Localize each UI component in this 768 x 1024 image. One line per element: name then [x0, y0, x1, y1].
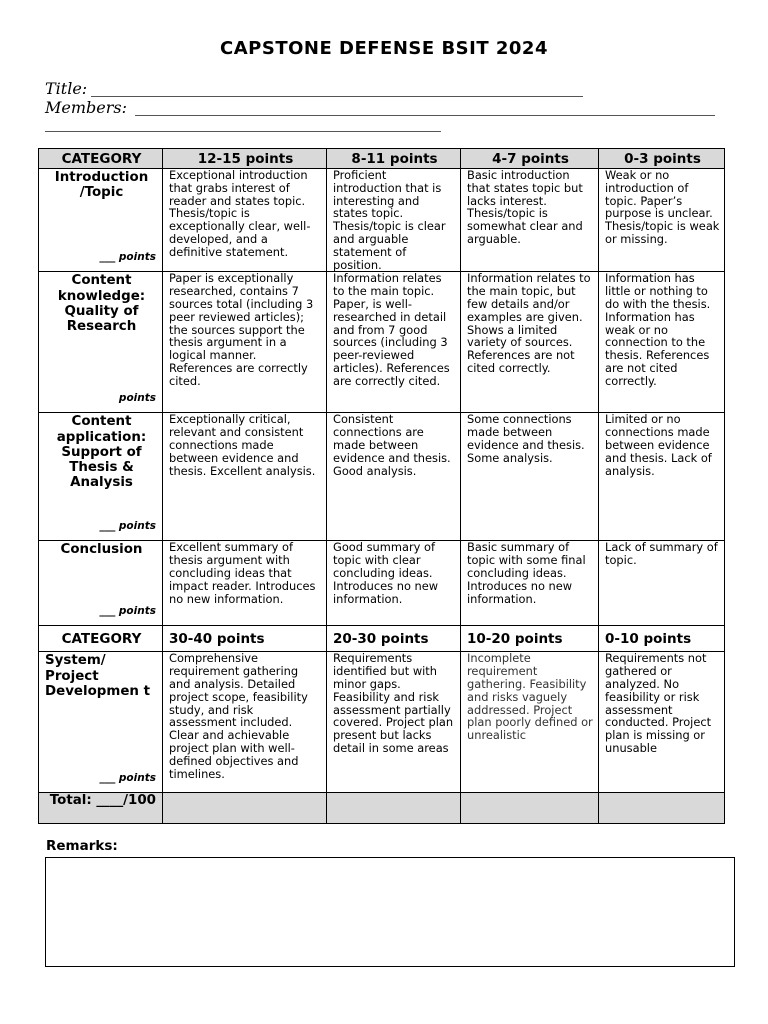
- category-label: Conclusion: [60, 542, 143, 558]
- column-header-0-3: 0-3 points: [599, 149, 725, 169]
- table-row: [39, 272, 725, 413]
- criteria-cell: Incomplete requirement gathering. Feasibility and risks vaguely addressed. Project plan poorly defined or unrealistic: [461, 652, 599, 793]
- criteria-cell: Information relates to the main topic, but few details and/or examples are given. Shows a limited variety of sources. References are not cited correctly.: [461, 272, 599, 413]
- points-blank[interactable]: points: [118, 392, 156, 405]
- criteria-cell: Basic summary of topic with some final concluding ideas. Introduces no new information.: [461, 541, 599, 626]
- document-title: CAPSTONE DEFENSE BSIT 2024: [220, 38, 548, 59]
- column-header-0-10: 0-10 points: [599, 626, 725, 652]
- criteria-cell: Proficient introduction that is interesting and states topic. Thesis/topic is clear and arguable statement of position.: [327, 169, 461, 272]
- column-header-12-15: 12-15 points: [163, 149, 327, 169]
- total-cell-empty: [461, 793, 599, 824]
- points-blank[interactable]: ___ points: [99, 772, 156, 785]
- title-field-label: Title:: [45, 79, 88, 98]
- category-cell: [39, 169, 163, 272]
- criteria-cell: Weak or no introduction of topic. Paper’s purpose is unclear. Thesis/topic is weak or missing.: [599, 169, 725, 272]
- category-label: Content application: Support of Thesis & Analysis: [56, 414, 147, 491]
- criteria-cell: Information relates to the main topic. Paper, is well-researched in detail and from 7 good sources (including 3 peer-reviewed articles). References are correctly cited.: [327, 272, 461, 413]
- title-blank-line[interactable]: [91, 96, 583, 97]
- column-header-category: CATEGORY: [39, 149, 163, 169]
- table-row: [39, 413, 725, 541]
- points-blank[interactable]: ___ points: [99, 605, 156, 618]
- category-cell: [39, 541, 163, 626]
- column-header-30-40: 30-40 points: [163, 626, 327, 652]
- total-label[interactable]: Total: ____/100: [39, 793, 163, 824]
- remarks-label: Remarks:: [46, 838, 118, 854]
- table-row: [39, 652, 725, 793]
- criteria-cell: Some connections made between evidence and thesis. Some analysis.: [461, 413, 599, 541]
- criteria-cell: Exceptionally critical, relevant and consistent connections made between evidence and thesis. Excellent analysis.: [163, 413, 327, 541]
- criteria-cell: Requirements identified but with minor gaps. Feasibility and risk assessment partially covered. Project plan present but lacks detail in some areas: [327, 652, 461, 793]
- members-blank-line-2[interactable]: [45, 131, 441, 132]
- total-cell-empty: [599, 793, 725, 824]
- rubric-table: [38, 148, 725, 824]
- criteria-cell: Basic introduction that states topic but lacks interest. Thesis/topic is somewhat clear and arguable.: [461, 169, 599, 272]
- criteria-cell: Paper is exceptionally researched, contains 7 sources total (including 3 peer reviewed articles); the sources support the thesis argument in a logical manner. References are correctly cited.: [163, 272, 327, 413]
- column-header-4-7: 4-7 points: [461, 149, 599, 169]
- category-cell: [39, 413, 163, 541]
- points-blank[interactable]: ___ points: [99, 251, 156, 264]
- criteria-cell: Limited or no connections made between evidence and thesis. Lack of analysis.: [599, 413, 725, 541]
- category-label: Content knowledge: Quality of Research: [57, 273, 146, 334]
- criteria-cell: Information has little or nothing to do with the thesis. Information has weak or no connection to the thesis. References are not cited correctly.: [599, 272, 725, 413]
- members-field-label: Members:: [45, 98, 127, 117]
- table-row: [39, 541, 725, 626]
- column-header-20-30: 20-30 points: [327, 626, 461, 652]
- criteria-cell: Good summary of topic with clear concluding ideas. Introduces no new information.: [327, 541, 461, 626]
- criteria-cell: Exceptional introduction that grabs interest of reader and states topic. Thesis/topic is exceptionally clear, well-developed, and a definitive statement.: [163, 169, 327, 272]
- criteria-cell: Requirements not gathered or analyzed. No feasibility or risk assessment conducted. Project plan is missing or unusable: [599, 652, 725, 793]
- column-header-10-20: 10-20 points: [461, 626, 599, 652]
- points-blank[interactable]: ___ points: [99, 520, 156, 533]
- category-cell: [39, 272, 163, 413]
- criteria-cell: Comprehensive requirement gathering and analysis. Detailed project scope, feasibility study, and risk assessment included. Clear and achievable project plan with well-defined objectives and timelines.: [163, 652, 327, 793]
- table-row: [39, 169, 725, 272]
- column-header-category: CATEGORY: [39, 626, 163, 652]
- category-label: System/ Project Developmen t: [45, 653, 151, 699]
- members-blank-line[interactable]: [135, 115, 715, 116]
- category-label: Introduction /Topic: [54, 170, 149, 201]
- column-header-8-11: 8-11 points: [327, 149, 461, 169]
- total-cell-empty: [163, 793, 327, 824]
- criteria-cell: Consistent connections are made between evidence and thesis. Good analysis.: [327, 413, 461, 541]
- total-cell-empty: [327, 793, 461, 824]
- remarks-box[interactable]: [45, 857, 735, 967]
- criteria-cell: Excellent summary of thesis argument with concluding ideas that impact reader. Introduces no new information.: [163, 541, 327, 626]
- category-cell: [39, 652, 163, 793]
- criteria-cell: Lack of summary of topic.: [599, 541, 725, 626]
- rubric-header-row-2: [39, 626, 725, 652]
- rubric-header-row: [39, 149, 725, 169]
- total-row: [39, 793, 725, 824]
